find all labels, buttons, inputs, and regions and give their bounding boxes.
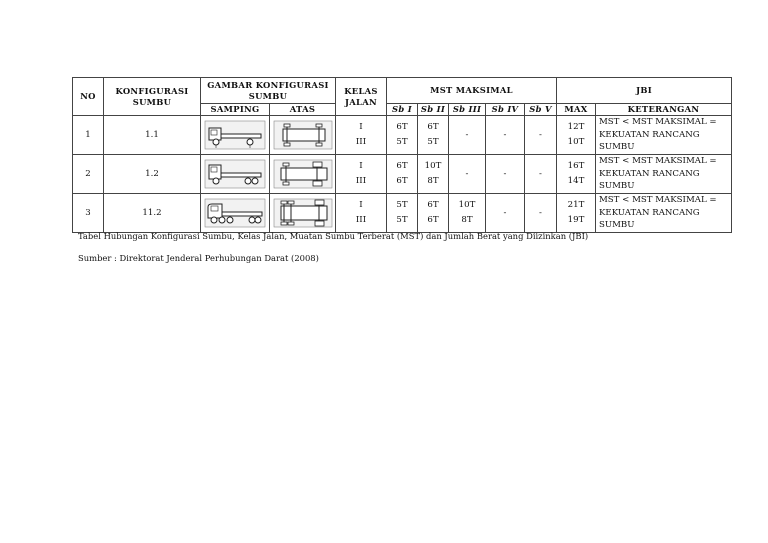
sb-value: 5T	[427, 137, 439, 147]
sb-value: 6T	[427, 215, 439, 225]
header-kelas-jalan: KELAS JALAN	[336, 78, 387, 116]
row-konfigurasi: 11.2	[104, 194, 201, 233]
sb-value: 8T	[461, 215, 473, 225]
row-sb3	[449, 194, 486, 233]
row-max	[557, 116, 596, 155]
truck-top-view-11-2	[270, 194, 336, 233]
sb-value: 5T	[396, 215, 408, 225]
truck-top-view-1-1	[270, 116, 336, 155]
row-konfigurasi: 1.2	[104, 155, 201, 194]
row-sb5: -	[525, 155, 557, 194]
source-note: Sumber : Direktorat Jenderal Perhubungan Darat (2008)	[78, 253, 319, 263]
truck-side-view-1-1	[201, 116, 270, 155]
header-gambar: GAMBAR KONFIGURASI SUMBU	[201, 78, 336, 104]
kelas-value: III	[355, 215, 367, 225]
kelas-value: I	[359, 122, 363, 132]
header-no: NO	[73, 78, 104, 116]
row-kelas-jalan	[336, 155, 387, 194]
table-caption: Tabel Hubungan Konfigurasi Sumbu, Kelas Jalan, Muatan Sumbu Terberat (MST) dan Jumlah Berat yang Diizinkan (JBI)	[78, 231, 589, 241]
kelas-value: I	[359, 161, 363, 171]
truck-side-view-1-2	[201, 155, 270, 194]
row-keterangan: MST < MST MAKSIMAL = KEKUATAN RANCANG SUMBU	[596, 155, 732, 194]
header-sb5: Sb V	[525, 104, 557, 116]
row-sb1	[387, 155, 418, 194]
header-sb1: Sb I	[387, 104, 418, 116]
row-keterangan: MST < MST MAKSIMAL = KEKUATAN RANCANG SUMBU	[596, 116, 732, 155]
kelas-value: III	[355, 137, 367, 147]
table-row	[73, 194, 732, 233]
table-row	[73, 116, 732, 155]
header-sb3: Sb III	[449, 104, 486, 116]
truck-side-view-11-2	[201, 194, 270, 233]
row-no: 1	[73, 116, 104, 155]
sb-value: 6T	[396, 161, 408, 171]
truck-top-view-1-2	[270, 155, 336, 194]
row-sb4: -	[486, 194, 525, 233]
header-max: MAX	[557, 104, 596, 116]
max-value: 19T	[567, 215, 585, 225]
sb-value: 5T	[396, 200, 408, 210]
row-kelas-jalan	[336, 194, 387, 233]
kelas-value: III	[355, 176, 367, 186]
header-sb2: Sb II	[418, 104, 449, 116]
axle-configuration-table	[72, 77, 732, 233]
row-max	[557, 194, 596, 233]
header-jbi: JBI	[557, 78, 732, 104]
row-konfigurasi: 1.1	[104, 116, 201, 155]
sb-value: 10T	[458, 200, 476, 210]
row-no: 3	[73, 194, 104, 233]
row-sb5: -	[525, 194, 557, 233]
max-value: 16T	[567, 161, 585, 171]
header-konfigurasi: KONFIGURASI SUMBU	[104, 78, 201, 116]
row-sb1	[387, 116, 418, 155]
sb-value: 6T	[427, 200, 439, 210]
max-value: 21T	[567, 200, 585, 210]
row-sb2	[418, 194, 449, 233]
sb-value: 6T	[427, 122, 439, 132]
sb-value: 6T	[396, 176, 408, 186]
row-sb4: -	[486, 155, 525, 194]
row-no: 2	[73, 155, 104, 194]
row-keterangan: MST < MST MAKSIMAL = KEKUATAN RANCANG SUMBU	[596, 194, 732, 233]
header-samping: SAMPING	[201, 104, 270, 116]
row-sb2	[418, 155, 449, 194]
header-atas: ATAS	[270, 104, 336, 116]
row-sb2	[418, 116, 449, 155]
sb-value: 10T	[424, 161, 442, 171]
header-mst-maksimal: MST MAKSIMAL	[387, 78, 557, 104]
sb-value: 8T	[427, 176, 439, 186]
row-sb1	[387, 194, 418, 233]
sb-value: 6T	[396, 122, 408, 132]
table-row	[73, 155, 732, 194]
max-value: 12T	[567, 122, 585, 132]
max-value: 14T	[567, 176, 585, 186]
row-sb4: -	[486, 116, 525, 155]
row-sb3: -	[449, 155, 486, 194]
header-keterangan: KETERANGAN	[596, 104, 732, 116]
row-kelas-jalan	[336, 116, 387, 155]
kelas-value: I	[359, 200, 363, 210]
row-sb5: -	[525, 116, 557, 155]
row-max	[557, 155, 596, 194]
sb-value: 5T	[396, 137, 408, 147]
header-sb4: Sb IV	[486, 104, 525, 116]
max-value: 10T	[567, 137, 585, 147]
row-sb3: -	[449, 116, 486, 155]
